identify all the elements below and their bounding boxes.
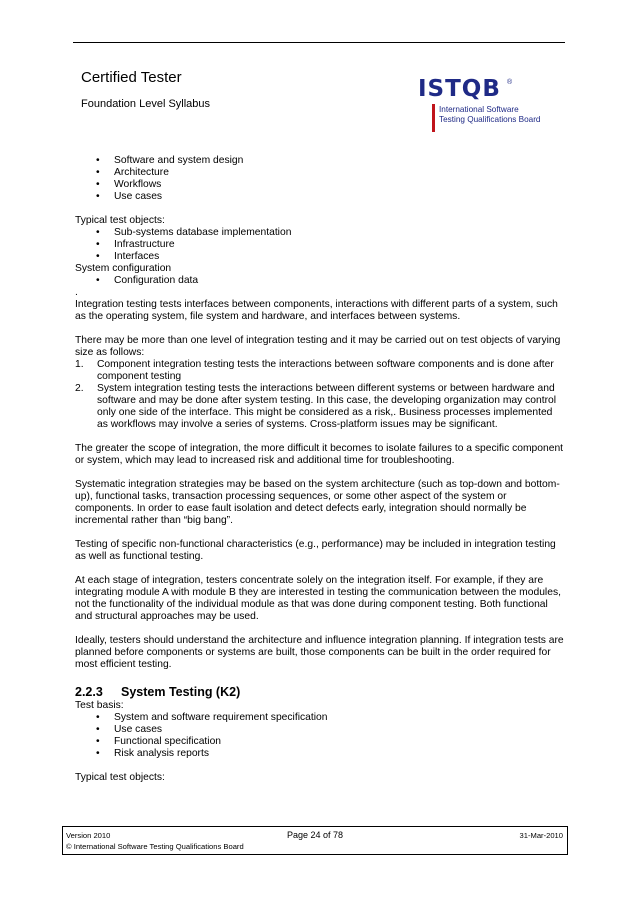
section-number: 2.2.3 [75, 685, 103, 699]
footer-date: 31-Mar-2010 [519, 831, 563, 840]
list-item: • Infrastructure [75, 239, 565, 251]
document-title: Certified Tester [81, 69, 182, 86]
item-number: 2. [75, 383, 84, 394]
logo-registered-mark: ® [507, 79, 513, 86]
paragraph: At each stage of integration, testers concentrate solely on the integration itself. For example, if they are integrating module A with module B they are interested in testing the communication between the modules, not the functionality of the individual module as that was done during component testing. Both functional and structural approaches may be used. [75, 575, 561, 622]
paragraph: The greater the scope of integration, the more difficult it becomes to isolate failures to a specific component or system, which may lead to increased risk and additional time for troubleshooting. [75, 443, 564, 466]
test-basis-label: Test basis: [75, 700, 124, 711]
system-configuration-label: System configuration [75, 263, 172, 274]
typical-objects-label: Typical test objects: [75, 772, 165, 783]
typical-objects-label: Typical test objects: [75, 215, 165, 226]
istqb-logo [418, 76, 563, 132]
footer-version: Version 2010 [66, 831, 111, 840]
logo-tagline-line-1: International Software [439, 105, 519, 114]
logo-tagline [439, 105, 541, 125]
list-item: • Configuration data [75, 275, 565, 287]
logo-red-bar [432, 104, 435, 132]
numbered-item [75, 383, 565, 431]
list-item: • Use cases [75, 191, 565, 203]
document-subtitle: Foundation Level Syllabus [81, 98, 211, 110]
list-item: • Risk analysis reports [75, 748, 565, 760]
list-item: • Architecture [75, 167, 565, 179]
paragraph: Ideally, testers should understand the architecture and influence integration planning. If integration tests are planned before components or systems are built, those components can be built in the order required for most efficient testing. [75, 635, 564, 670]
section-title: System Testing (K2) [121, 685, 241, 699]
paragraph: Integration testing tests interfaces between components, interactions with different parts of a system, such as the operating system, file system and hardware, and interfaces between systems. [75, 299, 558, 322]
list-item: • Functional specification [75, 736, 565, 748]
page-content [75, 155, 565, 784]
logo-tagline-line-2: Testing Qualifications Board [439, 115, 541, 124]
list-item: • Interfaces [75, 251, 565, 263]
stray-dot: . [75, 287, 78, 298]
section-heading [75, 684, 565, 700]
paragraph: Systematic integration strategies may be based on the system architecture (such as top-down and bottom-up), functional tasks, transaction processing sequences, or some other aspect of the system or components. In order to ease fault isolation and detect defects early, integration should normally be incremental rather than “big bang”. [75, 479, 560, 526]
header-rule [73, 42, 565, 43]
page-footer [62, 826, 568, 855]
list-item: • Sub-systems database implementation [75, 227, 565, 239]
list-item: • Use cases [75, 724, 565, 736]
paragraph: There may be more than one level of integration testing and it may be carried out on test objects of varying size as follows: [75, 335, 561, 358]
logo-wordmark: ISTQB [418, 76, 501, 102]
item-text: Component integration testing tests the interactions between software components and is done after component testing [97, 359, 554, 382]
footer-copyright: © International Software Testing Qualifications Board [66, 842, 244, 851]
item-number: 1. [75, 359, 84, 370]
list-item: • Workflows [75, 179, 565, 191]
item-text: System integration testing tests the interactions between different systems or between hardware and software and may be done after system testing. In this case, the developing organization may control only one side of the interface. This might be considered as a risk,. Business processes implemented as workflows may involve a series of systems. Cross-platform issues may be significant. [97, 383, 557, 430]
paragraph: Testing of specific non-functional characteristics (e.g., performance) may be included in integration testing as well as functional testing. [75, 539, 556, 562]
list-item: • System and software requirement specification [75, 712, 565, 724]
footer-page-number: Page 24 of 78 [286, 830, 344, 840]
numbered-item [75, 359, 565, 383]
list-item: • Software and system design [75, 155, 565, 167]
